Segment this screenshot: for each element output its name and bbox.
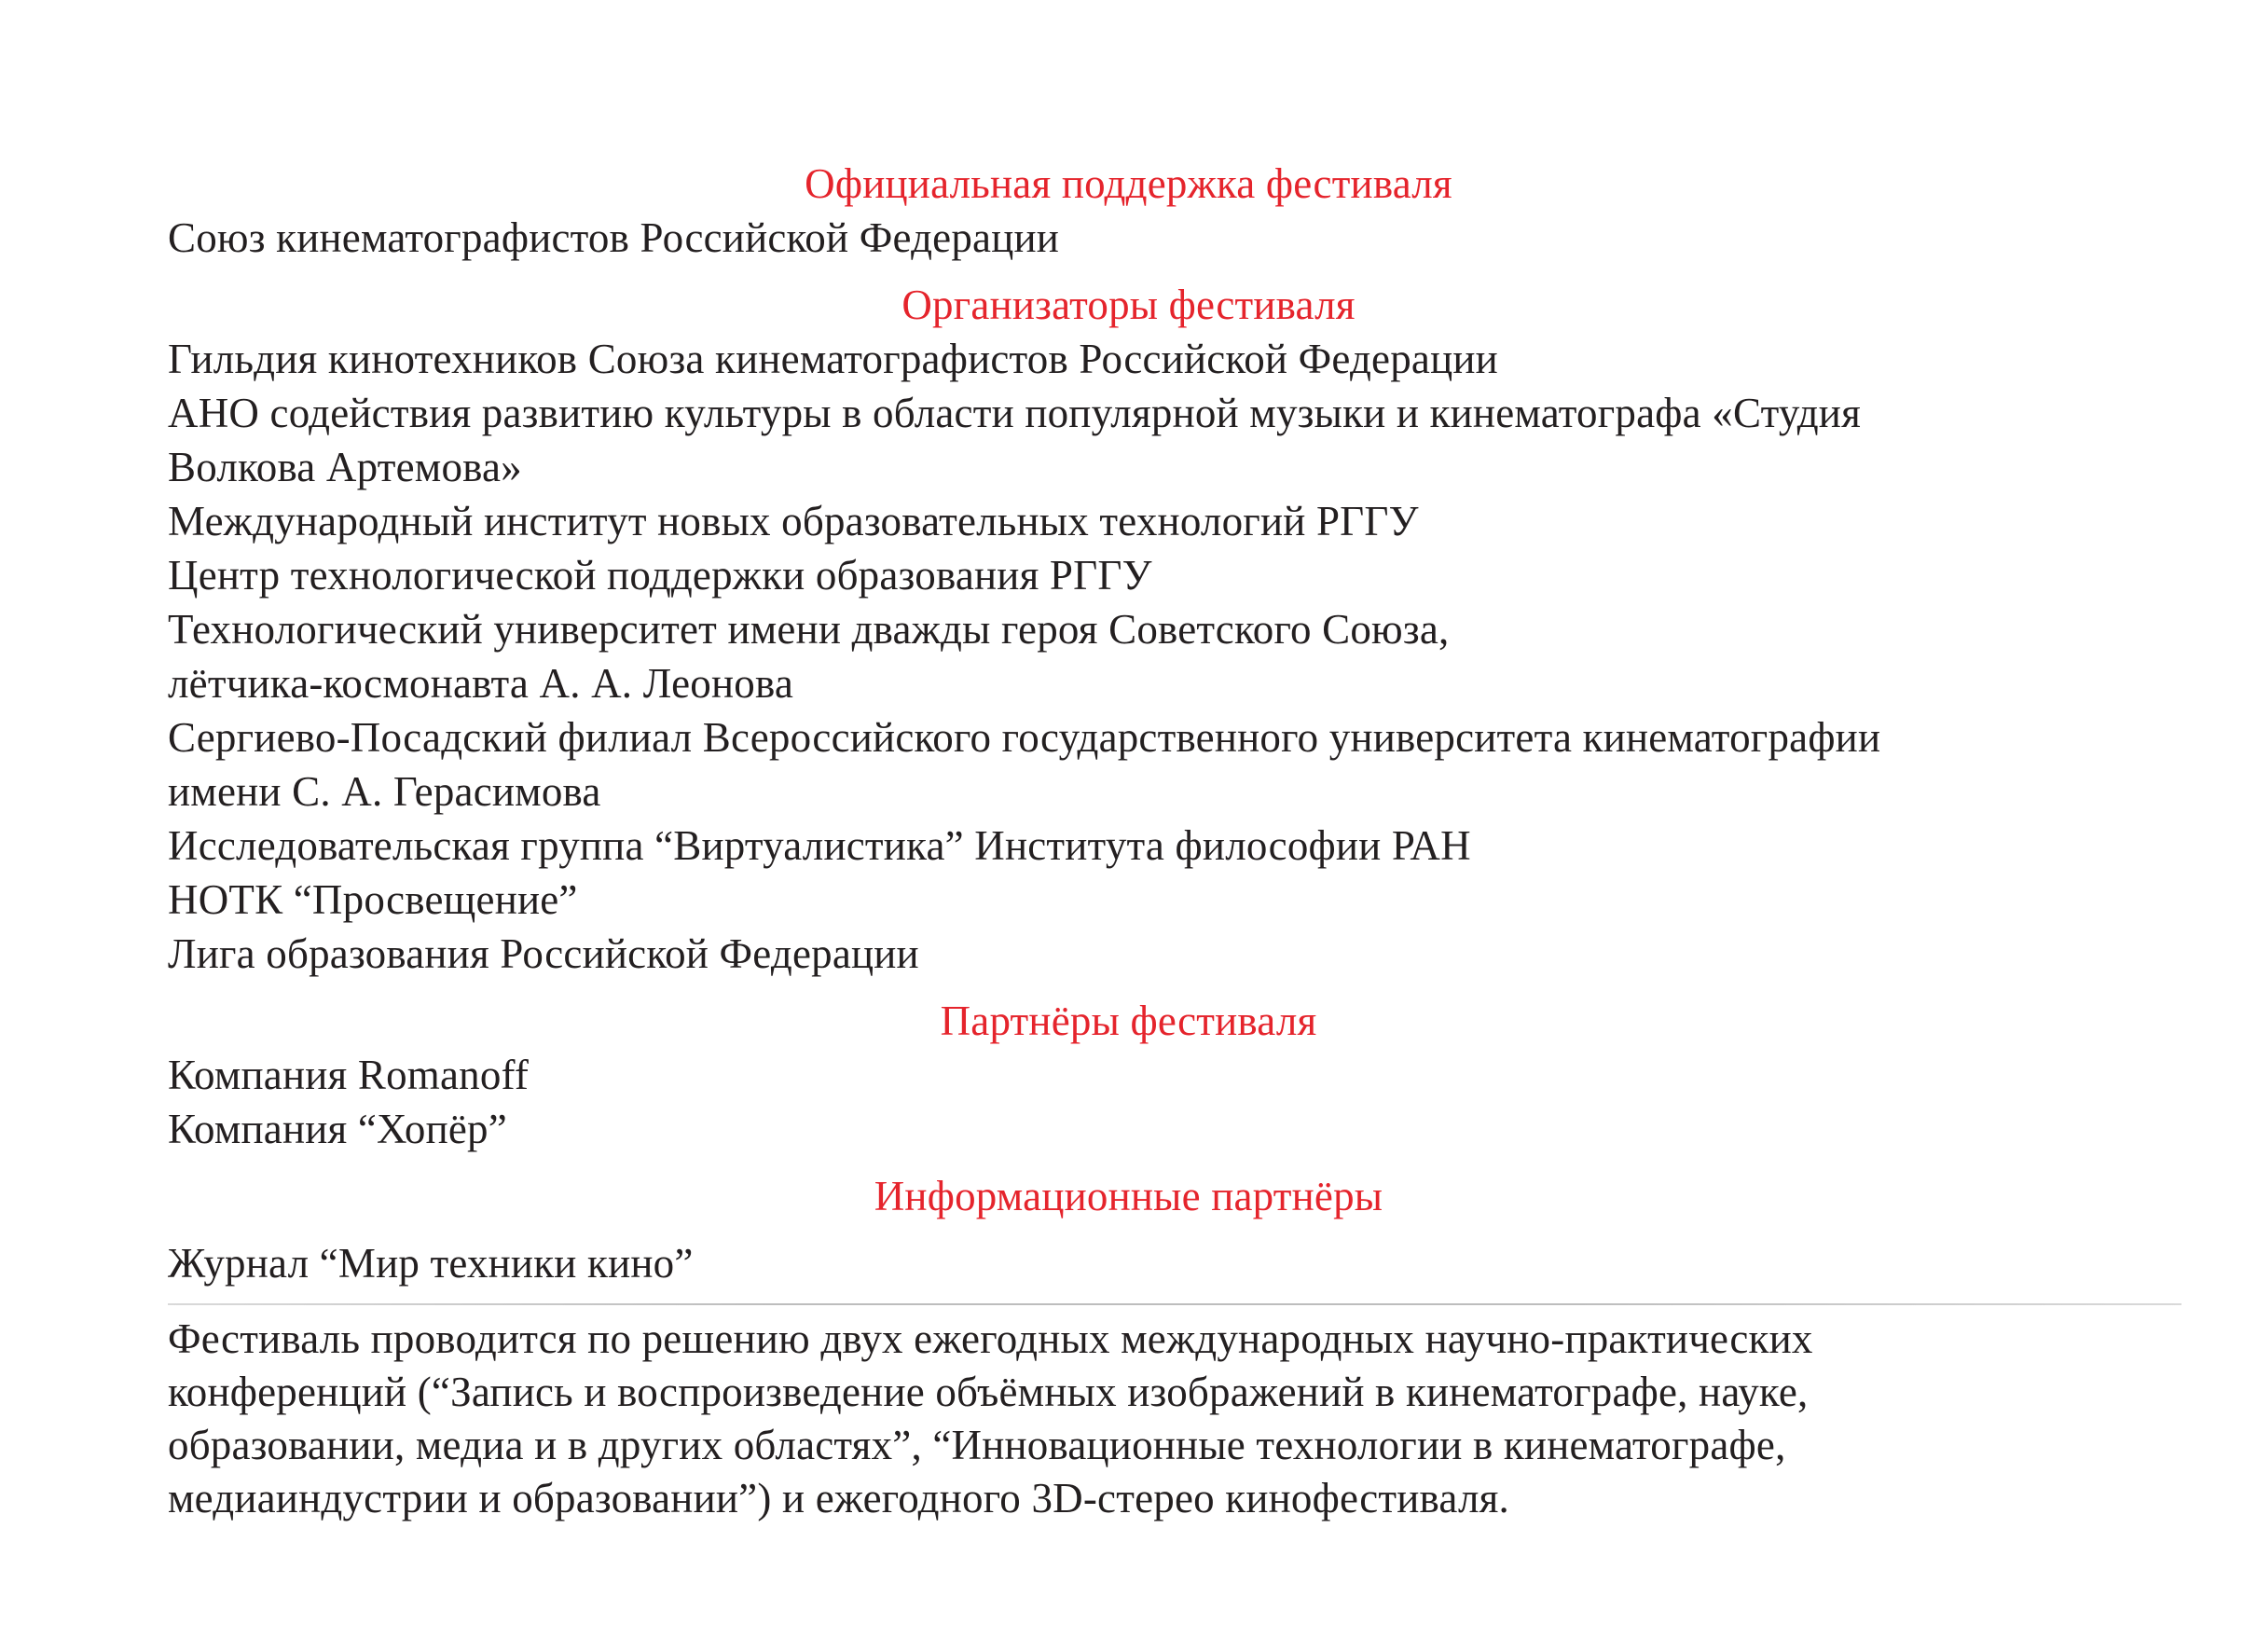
partner-line: Компания “Хопёр” (168, 1106, 507, 1152)
partner-line: Компания Romanoff (168, 1052, 530, 1098)
official-support-line: Союз кинематографистов Российской Федерации (168, 214, 1060, 261)
footer-paragraph-line: конференций (“Запись и воспроизведение объёмных изображений в кинематографе, науке, (168, 1369, 1809, 1415)
organizer-line: Технологический университет имени дважды героя Советского Союза, (168, 606, 1450, 653)
section-heading-info-partners: Информационные партнёры (874, 1173, 1383, 1219)
info-partner-line: Журнал “Мир техники кино” (168, 1240, 694, 1287)
footer-paragraph-line: Фестиваль проводится по решению двух ежегодных международных научно-практических (168, 1315, 1813, 1362)
organizer-line: Центр технологической поддержки образования РГГУ (168, 552, 1152, 599)
divider (168, 1303, 2181, 1305)
organizer-line: имени С. А. Герасимова (168, 768, 601, 815)
footer-paragraph-line: медиаиндустрии и образовании”) и ежегодного 3D-стерео кинофестиваля. (168, 1475, 1509, 1521)
organizer-line: АНО содействия развитию культуры в области популярной музыки и кинематографа «Студия (168, 390, 1861, 436)
organizer-line: Волкова Артемова» (168, 444, 522, 490)
document-page (168, 157, 2088, 1525)
organizer-line: Гильдия кинотехников Союза кинематографистов Российской Федерации (168, 336, 1498, 382)
footer-paragraph-line: образовании, медиа и в других областях”, “Инновационные технологии в кинематографе, (168, 1422, 1786, 1468)
organizer-line: Международный институт новых образовательных технологий РГГУ (168, 498, 1419, 544)
organizer-line: Исследовательская группа “Виртуалистика” Института философии РАН (168, 822, 1471, 869)
organizer-line: Сергиево-Посадский филиал Всероссийского государственного университета кинематографии (168, 714, 1881, 761)
section-heading-partners: Партнёры фестиваля (940, 998, 1317, 1044)
organizer-line: НОТК “Просвещение” (168, 876, 578, 923)
organizer-line: лётчика-космонавта А. А. Леонова (168, 660, 794, 707)
organizer-line: Лига образования Российской Федерации (168, 930, 919, 977)
section-heading-official-support: Официальная поддержка фестиваля (805, 160, 1452, 207)
section-heading-organizers: Организаторы фестиваля (901, 282, 1356, 328)
